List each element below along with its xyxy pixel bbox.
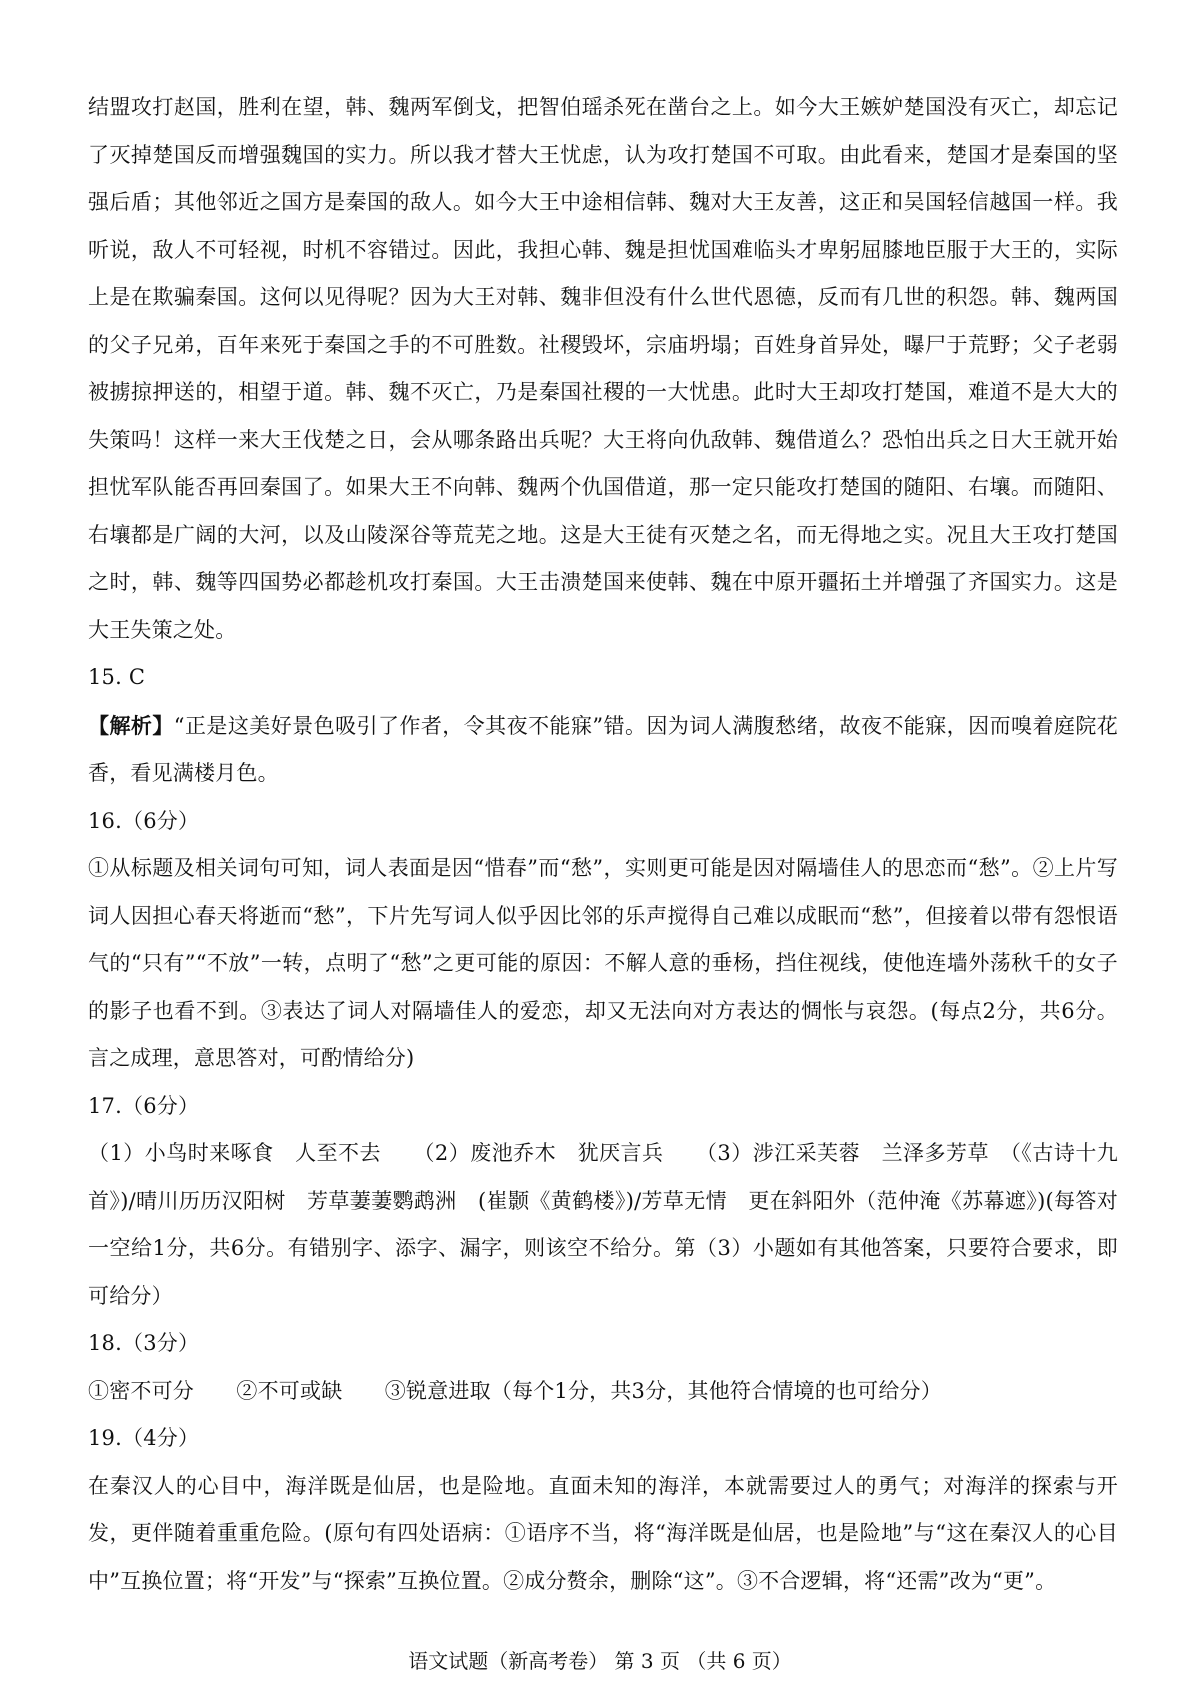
q16-heading: 16.（6分）	[88, 808, 200, 833]
q15-heading: 15. C	[88, 665, 146, 689]
analysis-tag: 【解析】	[88, 712, 174, 738]
page-footer: 语文试题（新高考卷） 第 3 页 （共 6 页）	[408, 1649, 792, 1673]
q15-analysis-text: “正是这美好景色吸引了作者，令其夜不能寐”错。因为词人满腹愁绪，故夜不能寐，因而嗅着庭院花香，看见满楼月色。	[88, 713, 1118, 785]
q18-heading: 18.（3分）	[88, 1331, 200, 1355]
q16-answer: ①从标题及相关词句可知，词人表面是因“惜春”而“愁”，实则更可能是因对隔墙佳人的思恋而“愁”。②上片写词人因担心春天将逝而“愁”，下片先写词人似乎因比邻的乐声搅得自己难以成眠而“愁”，但接着以带有怨恨语气的“只有”“不放”一转，点明了“愁”之更可能的原因：不解人意的垂杨，挡住视线，使他连墙外荡秋千的女子的影子也看不到。③表达了词人对隔墙佳人的爱恋，却又无法向对方表达的惆怅与哀怨。(每点2分，共6分。言之成理，意思答对，可酌情给分)	[88, 856, 1118, 1070]
q18-answer: ①密不可分 ②不可或缺 ③锐意进取（每个1分，共3分，其他符合情境的也可给分）	[88, 1378, 942, 1403]
translation-paragraph: 结盟攻打赵国，胜利在望，韩、魏两军倒戈，把智伯瑶杀死在凿台之上。如今大王嫉妒楚国没有灭亡，却忘记了灭掉楚国反而增强魏国的实力。所以我才替大王忧虑，认为攻打楚国不可取。由此看来，楚国才是秦国的坚强后盾；其他邻近之国方是秦国的敌人。如今大王中途相信韩、魏对大王友善，这正和吴国轻信越国一样。我听说，敌人不可轻视，时机不容错过。因此，我担心韩、魏是担忧国难临头才卑躬屈膝地臣服于大王的，实际上是在欺骗秦国。这何以见得呢？因为大王对韩、魏非但没有什么世代恩德，反而有几世的积怨。韩、魏两国的父子兄弟，百年来死于秦国之手的不可胜数。社稷毁坏，宗庙坍塌；百姓身首异处，曝尸于荒野；父子老弱被掳掠押送的，相望于道。韩、魏不灭亡，乃是秦国社稷的一大忧患。此时大王却攻打楚国，难道不是大大的失策吗！这样一来大王伐楚之日，会从哪条路出兵呢？大王将向仇敌韩、魏借道么？恐怕出兵之日大王就开始担忧军队能否再回秦国了。如果大王不向韩、魏两个仇国借道，那一定只能攻打楚国的随阳、右壤。而随阳、右壤都是广阔的大河，以及山陵深谷等荒芜之地。这是大王徒有灭楚之名，而无得地之实。况且大王攻打楚国之时，韩、魏等四国势必都趁机攻打秦国。大王击溃楚国来使韩、魏在中原开疆拓土并增强了齐国实力。这是大王失策之处。	[88, 95, 1118, 642]
q15-analysis	[88, 702, 1118, 798]
answer-page	[88, 84, 1118, 1605]
q19-heading: 19.（4分）	[88, 1426, 200, 1450]
q19-answer: 在秦汉人的心目中，海洋既是仙居，也是险地。直面未知的海洋，本就需要过人的勇气；对海洋的探索与开发，更伴随着重重危险。(原句有四处语病：①语序不当，将“海洋既是仙居，也是险地”与“这在秦汉人的心目中”互换位置；将“开发”与“探索”互换位置。②成分赘余，删除“这”。③不合逻辑，将“还需”改为“更”。	[88, 1473, 1118, 1593]
q17-heading: 17.（6分）	[88, 1093, 200, 1118]
q17-answer: （1）小鸟时来啄食 人至不去 （2）废池乔木 犹厌言兵 （3）涉江采芙蓉 兰泽多芳草 （《古诗十九首》)/晴川历历汉阳树 芳草萋萋鹦鹉洲 (崔颢《黄鹤楼》)/芳草无情 更在斜阳外（范仲淹《苏幕遮》)(每答对一空给1分，共6分。有错别字、添字、漏字，则该空不给分。第（3）小题如有其他答案，只要符合要求，即可给分）	[88, 1141, 1118, 1308]
